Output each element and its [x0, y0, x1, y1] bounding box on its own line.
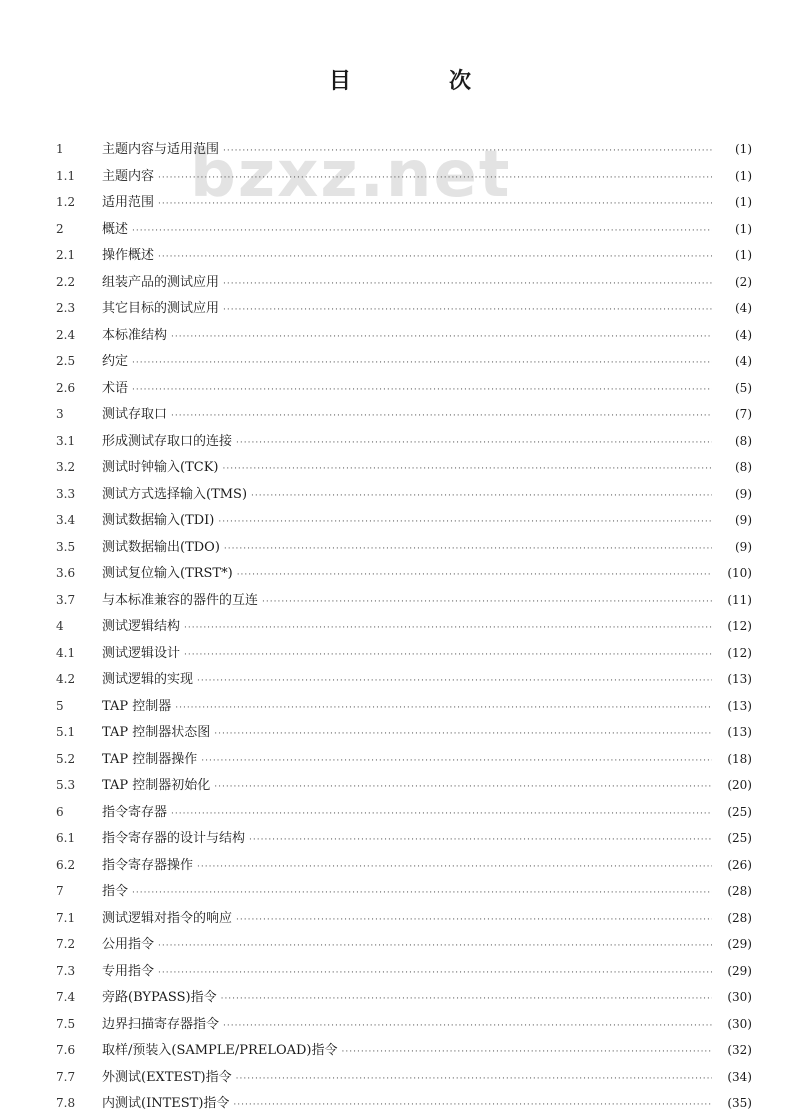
toc-entry	[56, 507, 752, 534]
toc-entry-page: (29)	[727, 937, 752, 951]
dot-leader	[249, 827, 712, 854]
toc-entry-number: 6.2	[56, 857, 76, 872]
toc-entry-page: (12)	[727, 645, 752, 660]
toc-entry-number: 2.5	[56, 354, 76, 368]
dot-leader	[223, 138, 712, 165]
toc-entry-page: (1)	[735, 142, 752, 156]
toc-entry-page: (4)	[735, 301, 752, 315]
toc-entry	[56, 719, 752, 746]
toc-entry-number: 3.7	[56, 592, 76, 607]
toc-entry-page: (5)	[735, 380, 752, 395]
toc-entry-page: (8)	[735, 460, 752, 474]
dot-leader	[214, 721, 712, 748]
toc-entry-number: 7.6	[56, 1043, 76, 1057]
table-of-contents	[56, 136, 752, 1117]
dot-leader	[233, 1092, 712, 1119]
toc-entry-title: 测试存取口	[102, 407, 168, 422]
toc-entry-title: TAP 控制器状态图	[102, 725, 211, 740]
page-title: 目 次	[328, 68, 509, 94]
toc-entry-number: 3.4	[56, 513, 76, 527]
dot-leader	[214, 774, 712, 801]
toc-entry-title: 旁路(BYPASS)指令	[102, 990, 217, 1005]
dot-leader	[132, 350, 712, 377]
toc-entry	[56, 878, 752, 905]
dot-leader	[184, 615, 712, 642]
dot-leader	[197, 854, 712, 881]
dot-leader	[132, 377, 712, 404]
toc-entry-title: 测试逻辑设计	[102, 645, 181, 661]
toc-entry-title: TAP 控制器操作	[102, 751, 198, 767]
toc-entry-number: 2.6	[56, 380, 76, 395]
toc-entry-number: 7.1	[56, 910, 76, 925]
toc-entry-title: 测试数据输入(TDI)	[102, 513, 215, 528]
dot-leader	[158, 960, 712, 987]
toc-entry-number: 4	[56, 619, 64, 633]
dot-leader	[223, 1013, 712, 1040]
toc-entry	[56, 1064, 752, 1091]
dot-leader	[132, 880, 712, 907]
toc-entry-number: 6.1	[56, 831, 76, 845]
toc-entry	[56, 984, 752, 1011]
toc-entry-number: 6	[56, 804, 64, 819]
toc-entry-page: (9)	[735, 486, 752, 501]
toc-entry-title: 专用指令	[102, 963, 155, 979]
toc-entry	[56, 640, 752, 667]
dot-leader	[342, 1039, 712, 1066]
toc-entry	[56, 587, 752, 614]
toc-entry-page: (4)	[735, 354, 752, 368]
toc-entry	[56, 163, 752, 190]
toc-entry	[56, 375, 752, 402]
dot-leader	[184, 642, 712, 669]
toc-entry-number: 7.2	[56, 937, 76, 951]
toc-entry	[56, 746, 752, 773]
toc-entry-page: (9)	[735, 539, 752, 554]
dot-leader	[251, 483, 712, 510]
dot-leader	[223, 271, 712, 298]
toc-entry	[56, 401, 752, 428]
toc-entry-number: 4.2	[56, 672, 76, 686]
toc-entry-title: TAP 控制器初始化	[102, 778, 211, 793]
toc-entry-page: (10)	[727, 566, 752, 580]
toc-entry	[56, 560, 752, 587]
toc-entry-page: (20)	[727, 778, 752, 792]
toc-entry-title: 与本标准兼容的器件的互连	[102, 592, 259, 608]
toc-entry-title: TAP 控制器	[102, 698, 172, 714]
toc-entry	[56, 428, 752, 455]
dot-leader	[171, 801, 712, 828]
toc-entry-title: 指令寄存器的设计与结构	[102, 831, 246, 846]
toc-entry	[56, 852, 752, 879]
toc-entry-title: 本标准结构	[102, 327, 168, 343]
dot-leader	[237, 562, 712, 589]
dot-leader	[171, 403, 712, 430]
dot-leader	[236, 430, 712, 457]
toc-entry	[56, 931, 752, 958]
toc-entry-title: 指令寄存器	[102, 804, 168, 820]
toc-entry-page: (26)	[727, 857, 752, 872]
toc-entry-page: (12)	[727, 619, 752, 633]
toc-entry-number: 3.2	[56, 460, 76, 474]
toc-entry-page: (1)	[735, 168, 752, 183]
toc-entry-number: 2	[56, 221, 64, 236]
toc-entry-number: 5.2	[56, 751, 76, 766]
toc-entry	[56, 799, 752, 826]
toc-entry-page: (4)	[735, 327, 752, 342]
toc-entry-title: 适用范围	[102, 195, 155, 210]
toc-entry	[56, 772, 752, 799]
toc-entry-number: 7.5	[56, 1016, 76, 1031]
toc-entry-title: 形成测试存取口的连接	[102, 433, 233, 449]
toc-entry-title: 测试复位输入(TRST*)	[102, 566, 233, 581]
toc-entry-title: 指令寄存器操作	[102, 857, 194, 873]
toc-entry-title: 取样/预装入(SAMPLE/PRELOAD)指令	[102, 1043, 338, 1058]
toc-entry	[56, 242, 752, 269]
toc-entry-title: 边界扫描寄存器指令	[102, 1016, 220, 1032]
toc-entry	[56, 189, 752, 216]
dot-leader	[175, 695, 712, 722]
toc-entry-title: 概述	[102, 221, 129, 237]
toc-entry	[56, 1011, 752, 1038]
toc-entry-page: (13)	[727, 672, 752, 686]
toc-entry	[56, 136, 752, 163]
toc-entry	[56, 269, 752, 296]
toc-entry-number: 3.1	[56, 433, 76, 448]
toc-entry-title: 组装产品的测试应用	[102, 274, 220, 290]
dot-leader	[262, 589, 712, 616]
dot-leader	[224, 536, 712, 563]
toc-entry	[56, 295, 752, 322]
dot-leader	[223, 297, 712, 324]
toc-entry-number: 7.4	[56, 990, 76, 1004]
toc-entry-title: 操作概述	[102, 248, 155, 263]
toc-entry-title: 测试方式选择输入(TMS)	[102, 486, 248, 502]
toc-entry-title: 测试逻辑对指令的响应	[102, 910, 233, 926]
toc-entry	[56, 216, 752, 243]
dot-leader	[158, 933, 712, 960]
toc-entry-number: 2.3	[56, 301, 76, 315]
toc-entry-number: 3.6	[56, 566, 76, 580]
toc-entry-title: 术语	[102, 380, 129, 396]
toc-entry-page: (8)	[735, 433, 752, 448]
toc-entry-title: 指令	[102, 884, 129, 899]
toc-entry-number: 3.3	[56, 486, 76, 501]
toc-entry	[56, 613, 752, 640]
toc-entry-page: (13)	[727, 725, 752, 739]
dot-leader	[221, 986, 712, 1013]
dot-leader	[158, 191, 712, 218]
toc-entry-number: 1.2	[56, 195, 76, 209]
toc-entry	[56, 322, 752, 349]
toc-entry	[56, 1090, 752, 1117]
toc-entry	[56, 666, 752, 693]
toc-entry-page: (30)	[727, 1016, 752, 1031]
toc-entry	[56, 693, 752, 720]
watermark: bzxz.net	[190, 138, 512, 212]
toc-entry-number: 7.7	[56, 1069, 76, 1084]
toc-entry-page: (29)	[727, 963, 752, 978]
toc-entry-page: (2)	[735, 274, 752, 289]
toc-entry-page: (28)	[727, 910, 752, 925]
toc-entry-title: 其它目标的测试应用	[102, 301, 220, 316]
toc-entry-number: 4.1	[56, 645, 76, 660]
toc-entry-title: 测试数据输出(TDO)	[102, 539, 220, 555]
toc-entry-number: 7	[56, 884, 64, 898]
toc-entry-number: 5.3	[56, 778, 76, 792]
toc-entry-title: 主题内容与适用范围	[102, 142, 220, 157]
toc-entry-number: 1	[56, 142, 64, 156]
toc-entry-page: (32)	[727, 1043, 752, 1057]
dot-leader	[158, 165, 712, 192]
toc-entry-title: 内测试(INTEST)指令	[102, 1096, 230, 1111]
toc-entry-page: (13)	[727, 698, 752, 713]
toc-entry-number: 3	[56, 407, 64, 421]
toc-entry-title: 测试逻辑的实现	[102, 672, 194, 687]
toc-entry-page: (34)	[727, 1069, 752, 1084]
toc-entry	[56, 481, 752, 508]
dot-leader	[171, 324, 712, 351]
dot-leader	[218, 509, 712, 536]
dot-leader	[222, 456, 712, 483]
toc-entry-title: 约定	[102, 354, 129, 369]
toc-entry-number: 7.3	[56, 963, 76, 978]
toc-entry-title: 公用指令	[102, 937, 155, 952]
toc-entry-page: (30)	[727, 990, 752, 1004]
toc-entry-title: 主题内容	[102, 168, 155, 184]
dot-leader	[201, 748, 712, 775]
toc-entry-page: (35)	[727, 1096, 752, 1110]
dot-leader	[197, 668, 712, 695]
toc-entry-number: 5	[56, 698, 64, 713]
toc-entry-number: 2.2	[56, 274, 76, 289]
toc-entry-page: (7)	[735, 407, 752, 421]
toc-entry-page: (25)	[727, 831, 752, 845]
toc-entry-page: (28)	[727, 884, 752, 898]
toc-entry-page: (25)	[727, 804, 752, 819]
toc-entry-number: 5.1	[56, 725, 76, 739]
toc-entry	[56, 1037, 752, 1064]
toc-entry-page: (1)	[735, 221, 752, 236]
toc-entry-number: 2.4	[56, 327, 76, 342]
dot-leader	[158, 244, 712, 271]
toc-entry-page: (11)	[727, 592, 752, 607]
dot-leader	[236, 1066, 712, 1093]
toc-entry-number: 2.1	[56, 248, 76, 262]
toc-entry	[56, 348, 752, 375]
toc-entry	[56, 534, 752, 561]
toc-entry	[56, 454, 752, 481]
toc-entry-title: 外测试(EXTEST)指令	[102, 1069, 232, 1085]
toc-entry	[56, 825, 752, 852]
toc-entry-page: (1)	[735, 248, 752, 262]
dot-leader	[236, 907, 712, 934]
toc-entry-number: 3.5	[56, 539, 76, 554]
toc-entry-number: 7.8	[56, 1096, 76, 1110]
toc-entry	[56, 905, 752, 932]
toc-entry	[56, 958, 752, 985]
toc-entry-title: 测试逻辑结构	[102, 619, 181, 634]
toc-entry-page: (18)	[727, 751, 752, 766]
toc-entry-title: 测试时钟输入(TCK)	[102, 460, 219, 475]
toc-entry-page: (9)	[735, 513, 752, 527]
toc-entry-number: 1.1	[56, 168, 76, 183]
toc-entry-page: (1)	[735, 195, 752, 209]
dot-leader	[132, 218, 712, 245]
